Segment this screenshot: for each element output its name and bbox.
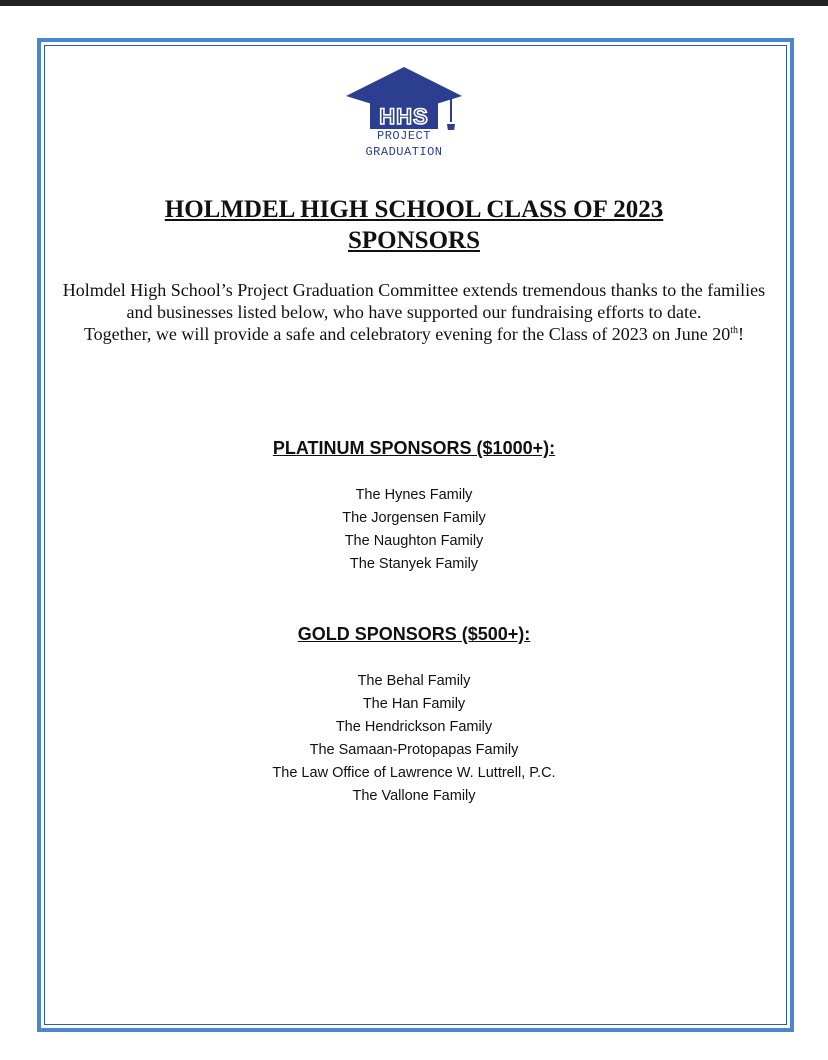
gold-sponsors-list [0, 670, 828, 808]
page-title-line2: SPONSORS [348, 227, 480, 254]
sponsor-item: The Hynes Family [355, 487, 473, 503]
sponsor-item: The Naughton Family [344, 533, 484, 549]
hhs-logo-letters: HHS [379, 104, 429, 129]
sponsor-item: The Stanyek Family [349, 556, 479, 572]
gold-sponsors-heading: GOLD SPONSORS ($500+): [297, 624, 531, 644]
sponsor-item: The Hendrickson Family [335, 719, 493, 735]
sponsor-item: The Samaan-Protopapas Family [309, 742, 519, 758]
sponsor-item: The Law Office of Lawrence W. Luttrell, P.C. [272, 765, 556, 781]
top-bar [0, 0, 828, 6]
logo-graduation-text: GRADUATION [365, 145, 443, 159]
intro-paragraph-2 [60, 323, 768, 345]
logo-project-text: PROJECT [377, 129, 431, 143]
project-graduation-logo [343, 66, 465, 162]
intro-paragraph-1: Holmdel High School’s Project Graduation Committee extends tremendous thanks to the families and businesses listed below, who have supported our fundraising efforts to date. [62, 280, 766, 322]
ordinal-suffix: th [730, 325, 739, 336]
page-title-line1: HOLMDEL HIGH SCHOOL CLASS OF 2023 [164, 196, 664, 223]
platinum-sponsors-heading: PLATINUM SPONSORS ($1000+): [272, 438, 556, 458]
intro-paragraph-2-end: ! [738, 324, 745, 344]
intro-text [60, 279, 768, 345]
platinum-sponsors-list [0, 484, 828, 576]
graduation-cap-icon [343, 66, 465, 130]
sponsor-item: The Vallone Family [352, 788, 476, 804]
sponsor-item: The Jorgensen Family [342, 510, 486, 526]
intro-paragraph-2-text: Together, we will provide a safe and celebratory evening for the Class of 2023 on June 20 [83, 324, 731, 344]
sponsor-item: The Han Family [362, 696, 466, 712]
sponsor-item: The Behal Family [357, 673, 471, 689]
